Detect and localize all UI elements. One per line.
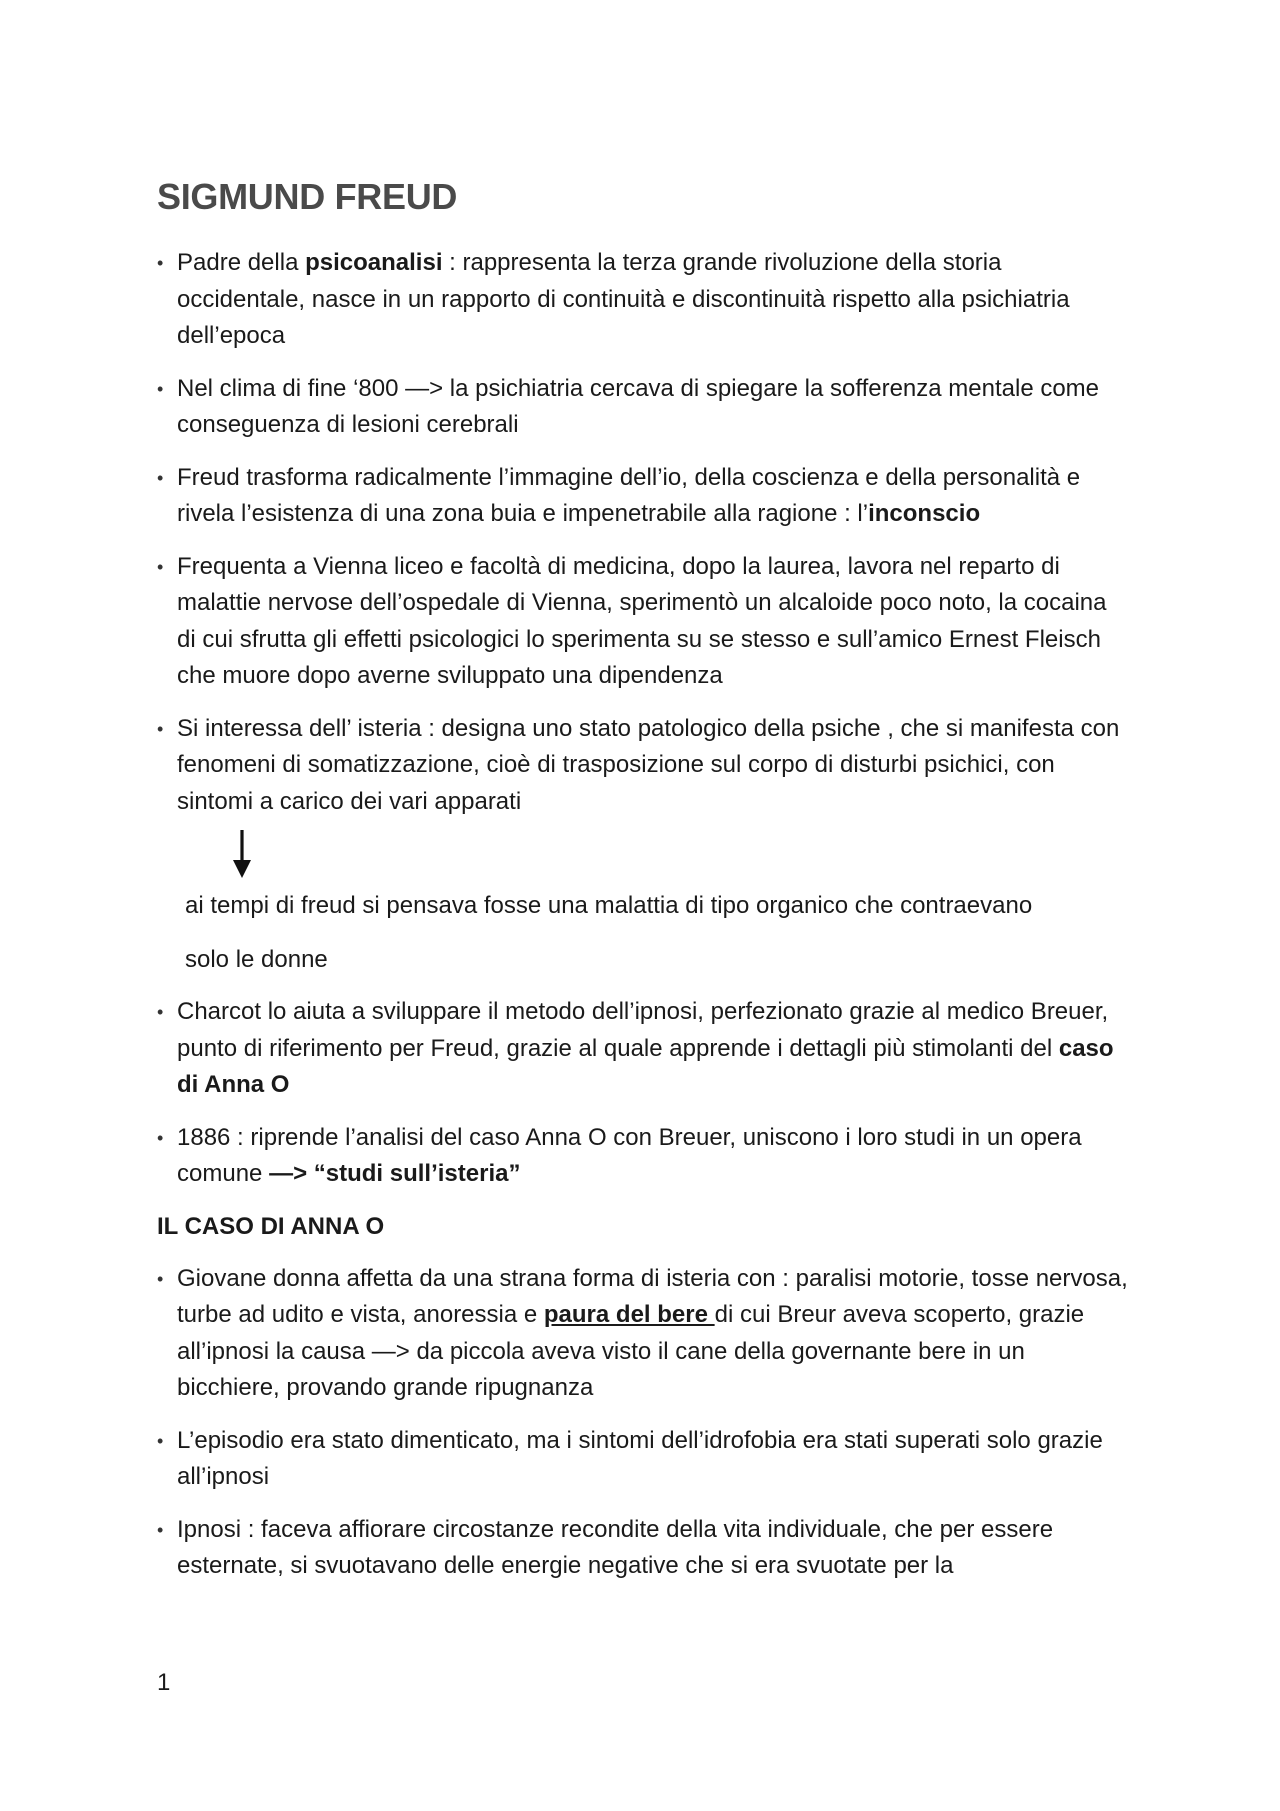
list-item: • Nel clima di fine ‘800 —> la psichiatria cercava di spiegare la sofferenza mentale come conseguenza di lesioni cerebrali	[157, 371, 1130, 444]
bullet-icon: •	[157, 1127, 164, 1148]
underlined-keyword: paura del bere	[543, 1301, 715, 1328]
bullet-icon: •	[157, 1268, 164, 1289]
note-line: solo le donne	[185, 946, 328, 973]
bullet-icon: •	[157, 1002, 164, 1022]
list-item: • 1886 : riprende l’analisi del caso Anna O con Breuer, uniscono i loro studi in un opera comune —> “studi sull’isteria”	[157, 1120, 1130, 1193]
bullet-list-anna-o	[157, 1261, 1130, 1585]
note-line: ai tempi di freud si pensava fosse una malattia di tipo organico che contraevano	[185, 892, 1033, 919]
list-item: • Padre della psicoanalisi : rappresenta la terza grande rivoluzione della storia occidentale, nasce in un rapporto di continuità e discontinuità rispetto alla psichiatria dell’epoca	[157, 245, 1130, 355]
list-item: • Frequenta a Vienna liceo e facoltà di medicina, dopo la laurea, lavora nel reparto di malattie nervose dell’ospedale di Vienna, sperimentò un alcaloide poco noto, la cocaina di cui sfrutta gli effetti psicologici lo sperimenta su se stesso e sull’amico Ernest Fleisch che muore dopo averne sviluppato una dipendenza	[157, 549, 1130, 695]
list-item: • Si interessa dell’ isteria : designa uno stato patologico della psiche , che si manifesta con fenomeni di somatizzazione, cioè di trasposizione sul corpo di disturbi psichici, con sintomi a carico dei vari apparati	[157, 711, 1130, 821]
page-title: SIGMUND FREUD	[157, 176, 458, 217]
bullet-icon: •	[157, 556, 164, 577]
section-heading: IL CASO DI ANNA O	[157, 1212, 385, 1240]
bullet-icon: •	[157, 1519, 164, 1540]
list-item: • Giovane donna affetta da una strana forma di isteria con : paralisi motorie, tosse nervosa, turbe ad udito e vista, anoressia e paura del bere di cui Breur aveva scoperto, grazie all’ipnosi la causa —> da piccola aveva visto il cane della governante bere in un bicchiere, provando grande ripugnanza	[157, 1261, 1130, 1407]
bullet-icon: •	[157, 253, 164, 273]
bullet-icon: •	[157, 467, 164, 488]
keyword: inconscio	[868, 500, 981, 527]
down-arrow-icon	[231, 828, 1130, 888]
bullet-list-intro	[157, 245, 1130, 820]
list-item: • Ipnosi : faceva affiorare circostanze recondite della vita individuale, che per essere esternate, si svuotavano delle energie negative che si era svuotate per la	[157, 1512, 1130, 1585]
keyword: psicoanalisi	[305, 249, 443, 276]
bullet-icon: •	[157, 378, 164, 399]
bullet-list-charcot	[157, 994, 1130, 1193]
bullet-icon: •	[157, 718, 164, 739]
keyword: caso di Anna O	[177, 1034, 1114, 1098]
bullet-icon: •	[157, 1430, 164, 1451]
list-item: • Freud trasforma radicalmente l’immagine dell’io, della coscienza e della personalità e rivela l’esistenza di una zona buia e impenetrabile alla ragione : l’inconscio	[157, 460, 1130, 533]
list-item: • L’episodio era stato dimenticato, ma i sintomi dell’idrofobia era stati superati solo grazie all’ipnosi	[157, 1423, 1130, 1496]
keyword: —> “studi sull’isteria”	[269, 1160, 521, 1187]
list-item: • Charcot lo aiuta a sviluppare il metodo dell’ipnosi, perfezionato grazie al medico Breuer, punto di riferimento per Freud, grazie al quale apprende i dettagli più stimolanti del caso di Anna O	[157, 994, 1130, 1104]
page-number: 1	[157, 1669, 171, 1696]
